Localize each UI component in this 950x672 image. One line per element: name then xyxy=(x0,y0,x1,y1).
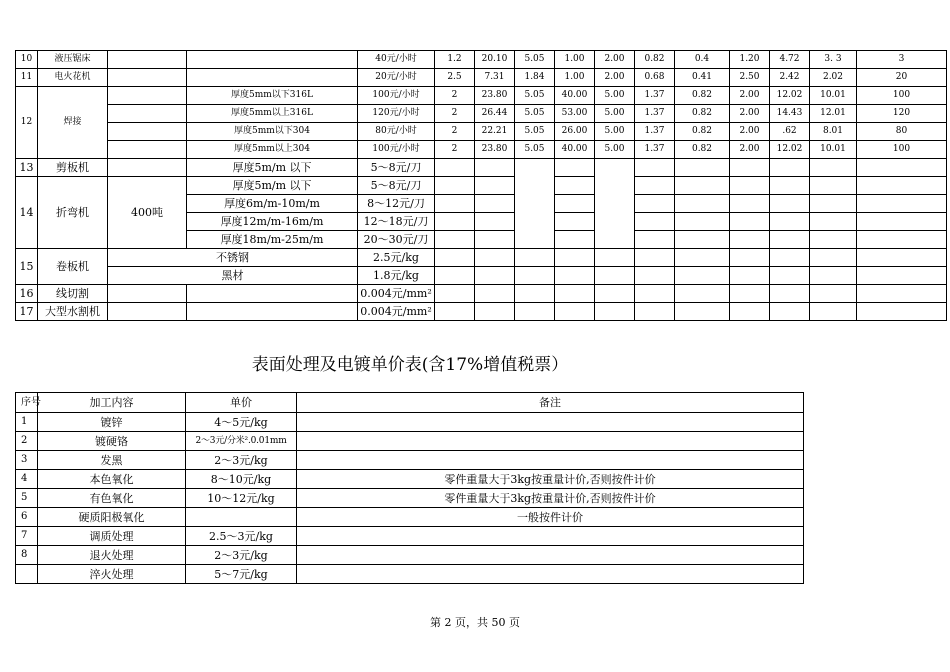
table-cell: 2 xyxy=(435,141,475,159)
unit-price: 5～7元/kg xyxy=(186,565,297,584)
process-name: 调质处理 xyxy=(38,527,186,546)
row-id: 16 xyxy=(16,285,38,303)
table-cell: 4.72 xyxy=(770,51,810,69)
table-cell: 40.00 xyxy=(555,141,595,159)
table-cell: 2.00 xyxy=(730,87,770,105)
unit-price: 8～10元/kg xyxy=(186,470,297,489)
table-row xyxy=(16,451,804,470)
machine-name: 卷板机 xyxy=(38,249,108,285)
column-header-price: 单价 xyxy=(186,393,297,413)
table-cell: 5.05 xyxy=(515,51,555,69)
machine-name: 焊接 xyxy=(38,87,108,159)
table-cell: 5.00 xyxy=(595,87,635,105)
process-name: 镀锌 xyxy=(38,413,186,432)
note xyxy=(297,527,804,546)
unit-price: 2～3元/kg xyxy=(186,546,297,565)
unit-price: 80元/小时 xyxy=(358,123,435,141)
unit-price: 2.5元/kg xyxy=(358,249,435,267)
table-cell: 2.00 xyxy=(730,105,770,123)
table-cell: 53.00 xyxy=(555,105,595,123)
machine-name: 大型水割机 xyxy=(38,303,108,321)
unit-price xyxy=(186,508,297,527)
note: 零件重量大于3kg按重量计价,否则按件计价 xyxy=(297,470,804,489)
table-row xyxy=(16,413,804,432)
table-cell: 26.44 xyxy=(475,105,515,123)
row-seq: 8 xyxy=(16,546,38,565)
unit-price: 10～12元/kg xyxy=(186,489,297,508)
table-cell: 0.41 xyxy=(675,69,730,87)
table-cell: 5.05 xyxy=(515,105,555,123)
table-row xyxy=(16,105,947,123)
spec: 黑材 xyxy=(108,267,358,285)
table-cell: 2.50 xyxy=(730,69,770,87)
row-seq: 6 xyxy=(16,508,38,527)
unit-price: 8～12元/刀 xyxy=(358,195,435,213)
table-row xyxy=(16,87,947,105)
row-seq: 2 xyxy=(16,432,38,451)
table-cell: 2 xyxy=(435,105,475,123)
machine-name: 液压锯床 xyxy=(38,51,108,69)
section-title: 表面处理及电镀单价表(含17%增值税票） xyxy=(251,355,569,375)
note: 零件重量大于3kg按重量计价,否则按件计价 xyxy=(297,489,804,508)
table-row xyxy=(16,565,804,584)
table-cell: 0.4 xyxy=(675,51,730,69)
unit-price: 1.8元/kg xyxy=(358,267,435,285)
column-header-seq: 序号 xyxy=(16,393,38,413)
spec: 厚度5mm以上316L xyxy=(187,105,358,123)
unit-price: 100元/小时 xyxy=(358,141,435,159)
table-row xyxy=(16,123,947,141)
unit-price: 40元/小时 xyxy=(358,51,435,69)
table-cell: 23.80 xyxy=(475,87,515,105)
table-cell: 40.00 xyxy=(555,87,595,105)
tonnage: 400吨 xyxy=(108,177,187,249)
note xyxy=(297,565,804,584)
row-seq: 7 xyxy=(16,527,38,546)
table-cell: 26.00 xyxy=(555,123,595,141)
spec: 厚度5mm以下316L xyxy=(187,87,358,105)
table-cell: 1.37 xyxy=(635,123,675,141)
table-cell: 3 xyxy=(857,51,947,69)
table-cell: 20.10 xyxy=(475,51,515,69)
unit-price: 0.004元/mm² xyxy=(358,303,435,321)
table-cell: 2.00 xyxy=(730,123,770,141)
spec: 厚度18m/m-25m/m xyxy=(187,231,358,249)
table-row xyxy=(16,303,947,321)
table-cell: 5.05 xyxy=(515,123,555,141)
table-cell: 7.31 xyxy=(475,69,515,87)
surface-treatment-table xyxy=(15,392,804,584)
table-cell: 1.37 xyxy=(635,87,675,105)
unit-price: 20～30元/刀 xyxy=(358,231,435,249)
table-row xyxy=(16,527,804,546)
note xyxy=(297,451,804,470)
table-cell: 100 xyxy=(857,141,947,159)
table-cell: 5.00 xyxy=(595,105,635,123)
machine-name: 电火花机 xyxy=(38,69,108,87)
table-cell: 100 xyxy=(857,87,947,105)
spec: 厚度5m/m 以下 xyxy=(187,177,358,195)
column-header-content: 加工内容 xyxy=(38,393,186,413)
table-row xyxy=(16,432,804,451)
unit-price: 2～3元/kg xyxy=(186,451,297,470)
note xyxy=(297,432,804,451)
table-cell: 10.01 xyxy=(810,87,857,105)
row-seq xyxy=(16,565,38,584)
table-row xyxy=(16,69,947,87)
table-cell: 2 xyxy=(435,87,475,105)
note xyxy=(297,546,804,565)
table-cell: 2.5 xyxy=(435,69,475,87)
table-cell: 0.82 xyxy=(675,105,730,123)
spec: 厚度6m/m-10m/m xyxy=(187,195,358,213)
row-seq: 4 xyxy=(16,470,38,489)
table-cell: 1.84 xyxy=(515,69,555,87)
table-cell: 8.01 xyxy=(810,123,857,141)
table-header-row xyxy=(16,393,804,413)
row-id: 17 xyxy=(16,303,38,321)
unit-price: 20元/小时 xyxy=(358,69,435,87)
table-cell: 0.82 xyxy=(635,51,675,69)
table-row xyxy=(16,508,804,527)
table-cell: 5.00 xyxy=(595,141,635,159)
table-cell: 3. 3 xyxy=(810,51,857,69)
row-id: 14 xyxy=(16,177,38,249)
spec: 厚度5m/m 以下 xyxy=(187,159,358,177)
table-row xyxy=(16,267,947,285)
table-cell: 22.21 xyxy=(475,123,515,141)
table-cell: 80 xyxy=(857,123,947,141)
spec: 不锈钢 xyxy=(108,249,358,267)
row-id: 13 xyxy=(16,159,38,177)
table-row xyxy=(16,470,804,489)
machine-name: 线切割 xyxy=(38,285,108,303)
table-cell: 2 xyxy=(435,123,475,141)
table-cell: 0.68 xyxy=(635,69,675,87)
table-cell: 1.2 xyxy=(435,51,475,69)
spec: 厚度5mm以下304 xyxy=(187,123,358,141)
unit-price: 2.5～3元/kg xyxy=(186,527,297,546)
spec: 厚度12m/m-16m/m xyxy=(187,213,358,231)
table-row xyxy=(16,159,947,177)
unit-price: 0.004元/mm² xyxy=(358,285,435,303)
table-cell: 5.00 xyxy=(595,123,635,141)
note xyxy=(297,413,804,432)
table-cell: 1.20 xyxy=(730,51,770,69)
table-row xyxy=(16,285,947,303)
process-name: 发黑 xyxy=(38,451,186,470)
table-cell: 0.82 xyxy=(675,87,730,105)
process-name: 淬火处理 xyxy=(38,565,186,584)
row-id: 15 xyxy=(16,249,38,285)
note: 一般按件计价 xyxy=(297,508,804,527)
unit-price: 120元/小时 xyxy=(358,105,435,123)
table-cell: 1.37 xyxy=(635,105,675,123)
table-row xyxy=(16,249,947,267)
machine-name: 折弯机 xyxy=(38,177,108,249)
table-cell: 0.82 xyxy=(675,123,730,141)
row-id: 10 xyxy=(16,51,38,69)
table-cell: 10.01 xyxy=(810,141,857,159)
table-cell: 5.05 xyxy=(515,141,555,159)
unit-price: 5～8元/刀 xyxy=(358,159,435,177)
unit-price: 5～8元/刀 xyxy=(358,177,435,195)
unit-price: 2～3元/分米².0.01mm xyxy=(186,432,297,451)
table-row xyxy=(16,546,804,565)
table-row xyxy=(16,177,947,195)
unit-price: 100元/小时 xyxy=(358,87,435,105)
table-cell: 2.02 xyxy=(810,69,857,87)
table-cell: 20 xyxy=(857,69,947,87)
row-id: 12 xyxy=(16,87,38,159)
table-cell: 0.82 xyxy=(675,141,730,159)
column-header-note: 备注 xyxy=(297,393,804,413)
table-cell: 2.00 xyxy=(595,69,635,87)
table-row xyxy=(16,489,804,508)
table-row xyxy=(16,51,947,69)
process-name: 退火处理 xyxy=(38,546,186,565)
table-cell: 14.43 xyxy=(770,105,810,123)
table-cell: 12.02 xyxy=(770,87,810,105)
table-cell: 2.00 xyxy=(595,51,635,69)
table-row xyxy=(16,141,947,159)
table-cell: 12.02 xyxy=(770,141,810,159)
table-cell: 5.05 xyxy=(515,87,555,105)
row-seq: 5 xyxy=(16,489,38,508)
page-footer: 第 2 页，共 50 页 xyxy=(430,616,520,629)
table-cell: 1.00 xyxy=(555,69,595,87)
table-cell: 23.80 xyxy=(475,141,515,159)
row-seq: 3 xyxy=(16,451,38,470)
table-cell: 120 xyxy=(857,105,947,123)
machine-name: 剪板机 xyxy=(38,159,108,177)
table-cell: 1.37 xyxy=(635,141,675,159)
table-cell: 12.01 xyxy=(810,105,857,123)
process-name: 硬质阳极氧化 xyxy=(38,508,186,527)
process-name: 本色氧化 xyxy=(38,470,186,489)
table-cell: .62 xyxy=(770,123,810,141)
spec: 厚度5mm以上304 xyxy=(187,141,358,159)
process-name: 镀硬铬 xyxy=(38,432,186,451)
table-cell: 2.00 xyxy=(730,141,770,159)
unit-price: 4～5元/kg xyxy=(186,413,297,432)
table-cell: 1.00 xyxy=(555,51,595,69)
process-name: 有色氧化 xyxy=(38,489,186,508)
unit-price: 12～18元/刀 xyxy=(358,213,435,231)
table-cell: 2.42 xyxy=(770,69,810,87)
row-seq: 1 xyxy=(16,413,38,432)
machining-price-table xyxy=(15,50,947,321)
row-id: 11 xyxy=(16,69,38,87)
